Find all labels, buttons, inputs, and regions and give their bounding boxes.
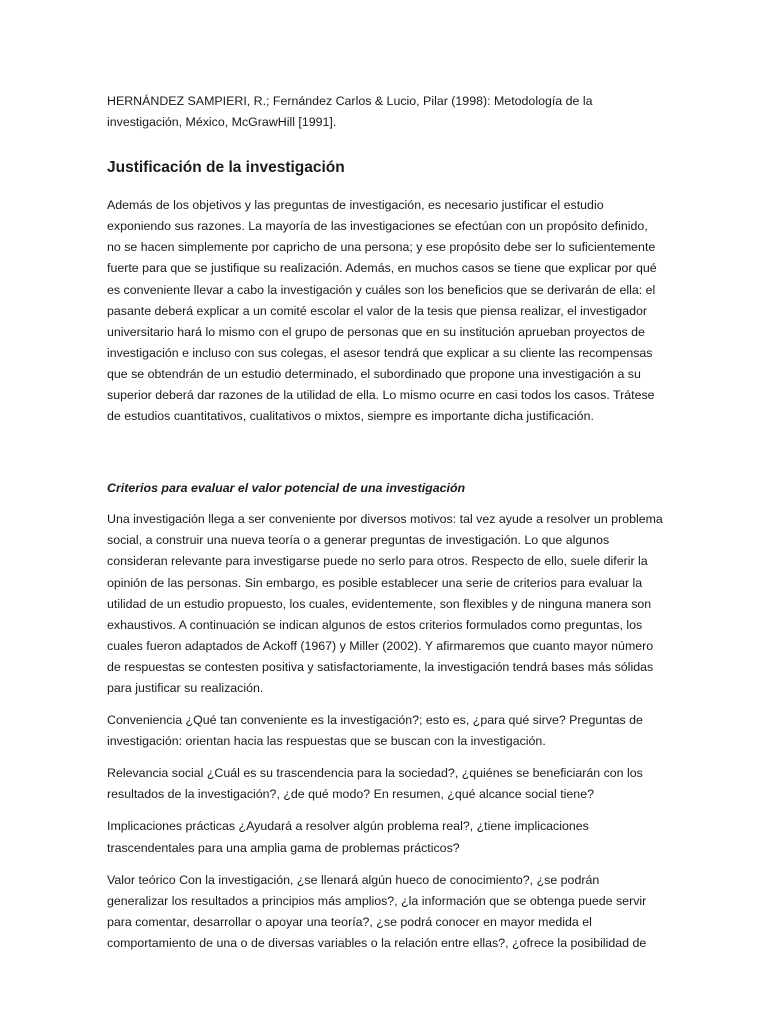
criteria-subheading: Criterios para evaluar el valor potencial de una investigación — [107, 481, 466, 496]
theoretical-value-paragraph: Valor teórico Con la investigación, ¿se llenará algún hueco de conocimiento?, ¿se podrán generalizar los resultados a principios más amplios?, ¿la información que se obtenga puede servir para comentar, desarrollar o apoyar una teoría?, ¿se podrá conocer en mayor medida el comportamiento de una o de diversas variables o la relación entre ellas?, ¿ofrece la posibilidad de — [107, 872, 647, 950]
practical-implications-paragraph: Implicaciones prácticas ¿Ayudará a resolver algún problema real?, ¿tiene implicaciones trascendentales para una amplia gama de problemas prácticos? — [107, 819, 589, 855]
section-heading: Justificación de la investigación — [107, 159, 345, 177]
social-relevance-paragraph: Relevancia social ¿Cuál es su trascendencia para la sociedad?, ¿quiénes se beneficiarán con los resultados de la investigación?, ¿de qué modo? En resumen, ¿qué alcance social tiene? — [107, 766, 643, 802]
criteria-intro-paragraph: Una investigación llega a ser conveniente por diversos motivos: tal vez ayude a resolver un problema social, a construir una nueva teoría o a generar preguntas de investigación. Lo que algunos consideran relevante para investigarse puede no serlo para otros. Respecto de ello, suele diferir la opinión de las personas. Sin embargo, es posible establecer una serie de criterios para evaluar la utilidad de un estudio propuesto, los cuales, evidentemente, son flexibles y de ninguna manera son exhaustivos. A continuación se indican algunos de estos criterios formulados como preguntas, los cuales fueron adaptados de Ackoff (1967) y Miller (2002). Y afirmaremos que cuanto mayor número de respuestas se contesten positiva y satisfactoriamente, la investigación tendrá bases más sólidas para justificar su realización. — [107, 512, 663, 695]
document-body — [107, 91, 663, 965]
citation: HERNÁNDEZ SAMPIERI, R.; Fernández Carlos & Lucio, Pilar (1998): Metodología de la investigación, México, McGrawHill [1991]. — [107, 94, 593, 130]
convenience-paragraph: Conveniencia ¿Qué tan conveniente es la investigación?; esto es, ¿para qué sirve? Preguntas de investigación: orientan hacia las respuestas que se buscan con la investigación. — [107, 713, 643, 749]
justification-paragraph: Además de los objetivos y las preguntas de investigación, es necesario justificar el estudio exponiendo sus razones. La mayoría de las investigaciones se efectúan con un propósito definido, no se hacen simplemente por capricho de una persona; y ese propósito debe ser lo suficientemente fuerte para que se justifique su realización. Además, en muchos casos se tiene que explicar por qué es conveniente llevar a cabo la investigación y cuáles son los beneficios que se derivarán de ella: el pasante deberá explicar a un comité escolar el valor de la tesis que piensa realizar, el investigador universitario hará lo mismo con el grupo de personas que en su institución aprueban proyectos de investigación e incluso con sus colegas, el asesor tendrá que explicar a su cliente las recompensas que se obtendrán de un estudio determinado, el subordinado que propone una investigación a su superior deberá dar razones de la utilidad de ella. Lo mismo ocurre en casi todos los casos. Trátese de estudios cuantitativos, cualitativos o mixtos, siempre es importante dicha justificación. — [107, 198, 657, 424]
